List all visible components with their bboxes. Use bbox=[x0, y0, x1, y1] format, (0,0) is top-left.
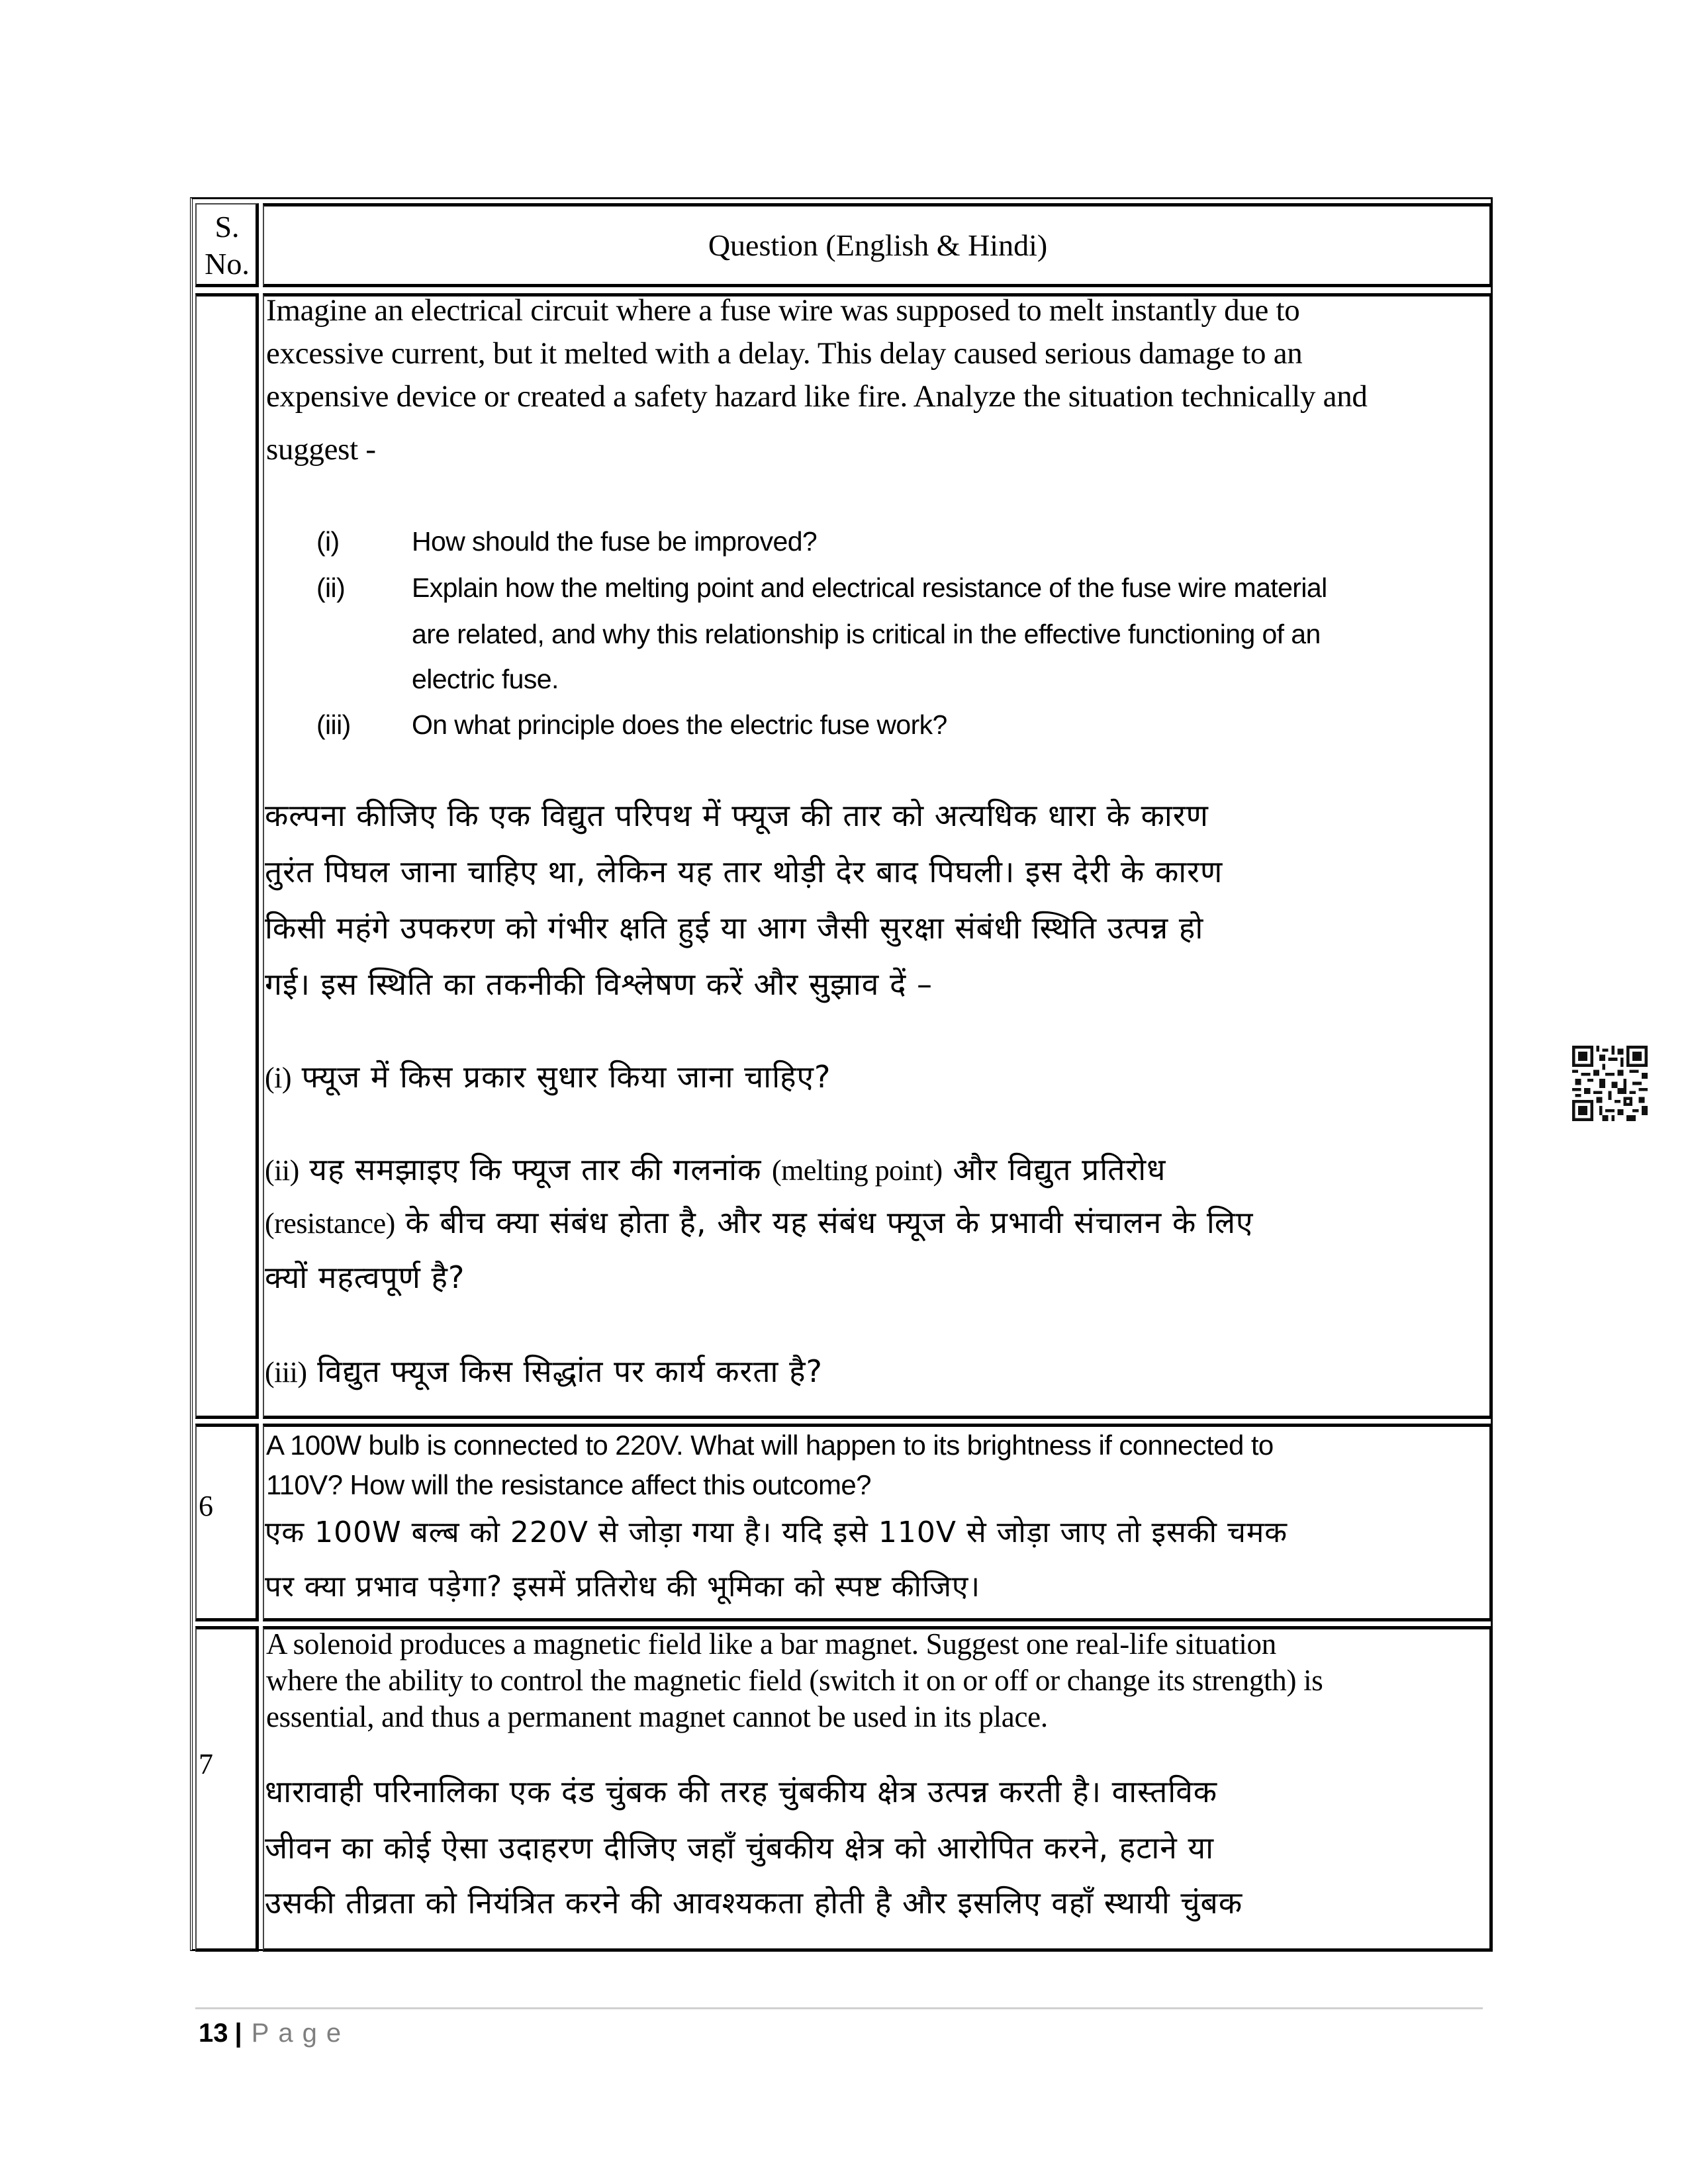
subitem-text: On what principle does the electric fuse work? bbox=[412, 709, 947, 740]
hindi-question-line: तुरंत पिघल जाना चाहिए था, लेकिन यह तार थोड़ी देर बाद पिघली। इस देरी के कारण bbox=[265, 854, 1223, 889]
subitem-label: (i) bbox=[265, 1062, 292, 1094]
english-question-line: where the ability to control the magnetic field (switch it on or off or change its strength) is bbox=[266, 1664, 1323, 1697]
subitem-text: विद्युत फ्यूज किस सिद्धांत पर कार्य करता है? bbox=[317, 1353, 823, 1389]
subitem-english-term: (melting point) bbox=[772, 1154, 943, 1187]
page-label: Page bbox=[251, 2019, 351, 2048]
page-footer bbox=[199, 2019, 350, 2048]
question-number: 7 bbox=[199, 1748, 213, 1780]
subitem-text: यह समझाइए कि फ्यूज तार की गलनांक bbox=[309, 1152, 773, 1187]
hindi-subitem-line bbox=[265, 1201, 1253, 1242]
qr-code-icon bbox=[1572, 1046, 1648, 1121]
hindi-question-line: जीवन का कोई ऐसा उदाहरण दीजिए जहाँ चुंबकीय क्षेत्र को आरोपित करने, हटाने या bbox=[265, 1830, 1215, 1866]
hindi-subitem bbox=[265, 1056, 831, 1097]
english-question-line: excessive current, but it melted with a delay. This delay caused serious damage to an bbox=[266, 336, 1303, 371]
hindi-question-line: कल्पना कीजिए कि एक विद्युत परिपथ में फ्यूज की तार को अत्यधिक धारा के कारण bbox=[265, 797, 1209, 833]
hindi-subitem bbox=[265, 1350, 823, 1391]
subitem-text: How should the fuse be improved? bbox=[412, 526, 818, 557]
subitem-text: are related, and why this relationship is critical in the effective functioning of an bbox=[412, 619, 1321, 649]
subitem-label: (i) bbox=[316, 526, 340, 557]
footer-separator: | bbox=[234, 2019, 242, 2048]
hindi-question-line: गई। इस स्थिति का तकनीकी विश्लेषण करें और सुझाव दें – bbox=[265, 966, 933, 1002]
english-question-line: Imagine an electrical circuit where a fuse wire was supposed to melt instantly due to bbox=[266, 293, 1300, 328]
english-question-line: essential, and thus a permanent magnet cannot be used in its place. bbox=[266, 1700, 1048, 1733]
hindi-subitem-line: क्यों महत्वपूर्ण है? bbox=[265, 1259, 465, 1295]
subitem-label: (iii) bbox=[316, 709, 351, 740]
hindi-question-line: एक 100W बल्ब को 220V से जोड़ा गया है। यदि इसे 110V से जोड़ा जाए तो इसकी चमक bbox=[265, 1516, 1288, 1549]
hindi-subitem bbox=[265, 1148, 1166, 1189]
subitem-english-term: (resistance) bbox=[265, 1207, 395, 1240]
english-question-line: expensive device or created a safety hazard like fire. Analyze the situation technically and bbox=[266, 379, 1368, 414]
subitem-label: (iii) bbox=[265, 1356, 307, 1388]
header-sno bbox=[195, 203, 259, 287]
english-question-line: A solenoid produces a magnetic field like a bar magnet. Suggest one real-life situation bbox=[266, 1627, 1276, 1661]
subitem-label: (ii) bbox=[316, 572, 346, 603]
header-sno-line2: No. bbox=[205, 247, 250, 281]
row-sno-cell bbox=[195, 1626, 259, 1952]
hindi-question-line: उसकी तीव्रता को नियंत्रित करने की आवश्यकता होती है और इसलिए वहाँ स्थायी चुंबक bbox=[265, 1885, 1243, 1921]
subitem-text: के बीच क्या संबंध होता है, और यह संबंध फ्यूज के प्रभावी संचालन के लिए bbox=[395, 1205, 1254, 1240]
subitem-text: electric fuse. bbox=[412, 664, 559, 694]
row-sno-cell bbox=[195, 293, 259, 1419]
question-number: 6 bbox=[199, 1490, 213, 1522]
hindi-question-line: किसी महंगे उपकरण को गंभीर क्षति हुई या आग जैसी सुरक्षा संबंधी स्थिति उत्पन्न हो bbox=[265, 910, 1204, 946]
subitem-label: (ii) bbox=[265, 1154, 299, 1187]
hindi-question-line: पर क्या प्रभाव पड़ेगा? इसमें प्रतिरोध की भूमिका को स्पष्ट कीजिए। bbox=[265, 1570, 981, 1604]
header-sno-line1: S. bbox=[214, 210, 240, 244]
header-question: Question (English & Hindi) bbox=[708, 228, 1048, 262]
english-question-line: 110V? How will the resistance affect this outcome? bbox=[266, 1469, 871, 1500]
english-question-line: suggest - bbox=[266, 432, 376, 467]
page-number: 13 bbox=[199, 2019, 228, 2048]
english-question-line: A 100W bulb is connected to 220V. What will happen to its brightness if connected to bbox=[266, 1430, 1274, 1461]
hindi-question-line: धारावाही परिनालिका एक दंड चुंबक की तरह चुंबकीय क्षेत्र उत्पन्न करती है। वास्तविक bbox=[265, 1774, 1218, 1809]
subitem-text: Explain how the melting point and electrical resistance of the fuse wire material bbox=[412, 572, 1327, 603]
subitem-text: फ्यूज में किस प्रकार सुधार किया जाना चाहिए? bbox=[301, 1059, 831, 1095]
footer-divider bbox=[195, 2007, 1483, 2009]
subitem-text: और विद्युत प्रतिरोध bbox=[942, 1152, 1166, 1187]
